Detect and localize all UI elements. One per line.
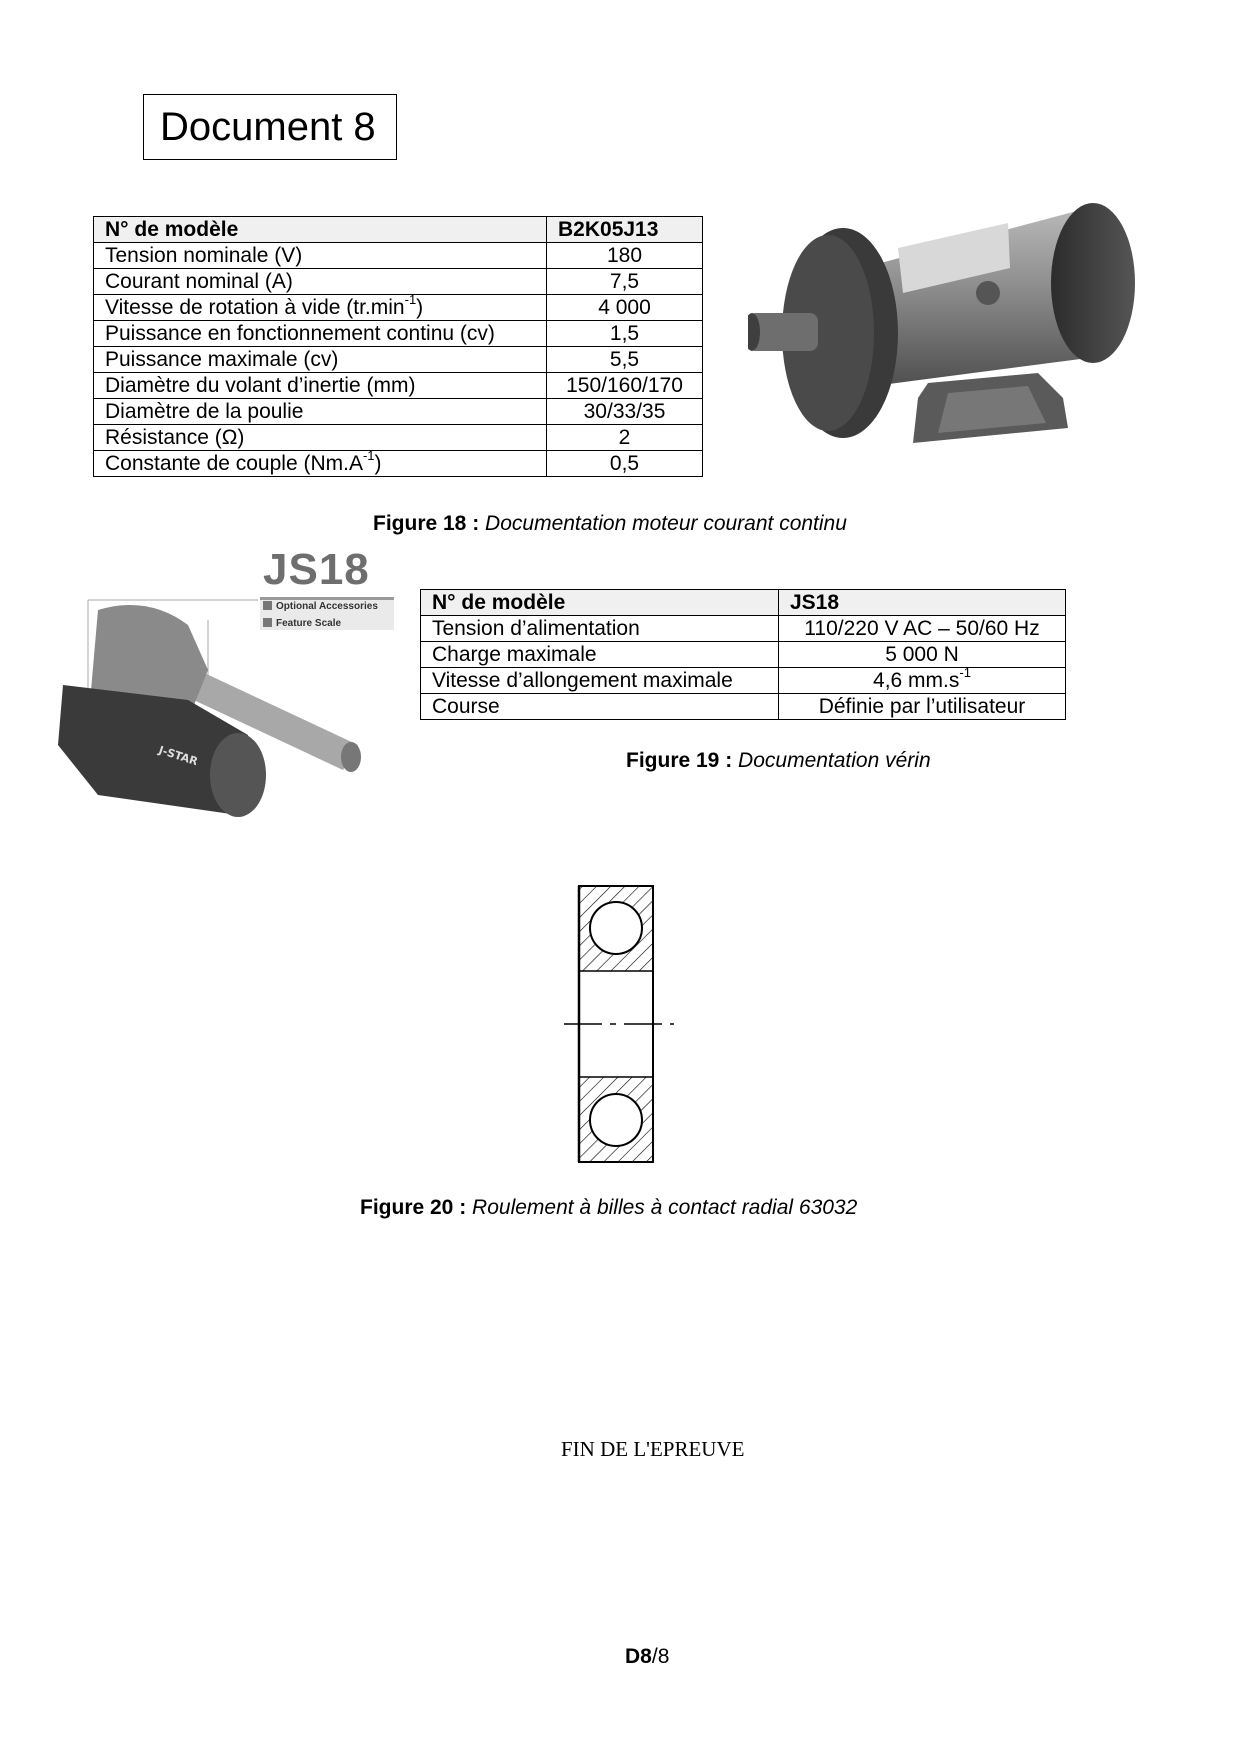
motor-port [976, 281, 1000, 305]
table-row [94, 347, 703, 373]
row-value: 30/33/35 [547, 399, 703, 425]
end-text: FIN DE L'EPREUVE [561, 1437, 745, 1461]
table-row [421, 642, 1066, 668]
row-value: 4 000 [547, 295, 703, 321]
row-value: 1,5 [547, 321, 703, 347]
figure18-caption: Figure 18 : Documentation moteur courant continu [373, 512, 847, 535]
table-row [421, 616, 1066, 642]
figure19-caption: Figure 19 : Documentation vérin [626, 749, 931, 772]
row-value: 0,5 [547, 451, 703, 477]
row-label: Tension d’alimentation [421, 616, 779, 642]
bearing-ball [590, 902, 642, 954]
table-row [94, 373, 703, 399]
dc-motor-image [748, 188, 1158, 488]
row-label: Diamètre du volant d’inertie (mm) [94, 373, 547, 399]
table-row [94, 321, 703, 347]
actuator-brand: J-STAR [157, 743, 200, 769]
table-row [94, 425, 703, 451]
row-value: 150/160/170 [547, 373, 703, 399]
actuator-image [58, 545, 398, 820]
row-label: Diamètre de la poulie [94, 399, 547, 425]
actuator-drawing [58, 595, 403, 820]
row-value: 2 [547, 425, 703, 451]
table-row [421, 590, 1066, 616]
document-title: Document 8 [143, 94, 397, 160]
row-value: 110/220 V AC – 50/60 Hz [779, 616, 1066, 642]
figure20-caption: Figure 20 : Roulement à billes à contact radial 63032 [360, 1196, 858, 1219]
actuator-title: JS18 [263, 545, 370, 594]
row-value: 5,5 [547, 347, 703, 373]
row-value: 7,5 [547, 269, 703, 295]
row-value: 180 [547, 243, 703, 269]
row-value: 5 000 N [779, 642, 1066, 668]
table-header-label: N° de modèle [421, 590, 779, 616]
row-label: Vitesse de rotation à vide $(tr.\min^{-1})$ [94, 295, 547, 321]
table-header-value: B2K05J13 [547, 217, 703, 243]
row-value: Définie par l’utilisateur [779, 694, 1066, 720]
table-row [94, 399, 703, 425]
legend-item: Optional Accessories [263, 601, 378, 612]
row-label: Charge maximale [421, 642, 779, 668]
table-header-label: N° de modèle [94, 217, 547, 243]
table-header-value: JS18 [779, 590, 1066, 616]
row-label: Puissance en fonctionnement continu (cv) [94, 321, 547, 347]
table-row [94, 451, 703, 477]
row-label: Tension nominale (V) [94, 243, 547, 269]
table-row [421, 694, 1066, 720]
bearing-ball [590, 1094, 642, 1146]
row-label: Vitesse d’allongement maximale [421, 668, 779, 694]
row-label: Courant nominal (A) [94, 269, 547, 295]
row-label: Résistance (Ω) [94, 425, 547, 451]
motor-spec-table [93, 216, 703, 477]
row-label: Puissance maximale (cv) [94, 347, 547, 373]
table-row [94, 269, 703, 295]
actuator-spec-table [420, 589, 1066, 720]
page-number: D8/8 [625, 1645, 670, 1668]
table-row [421, 668, 1066, 694]
legend-item: Feature Scale [263, 618, 341, 629]
motor-rear-cap [1051, 203, 1135, 363]
row-value: 4,6 $mm.s^{-1}$ [779, 668, 1066, 694]
row-label: Course [421, 694, 779, 720]
table-row [94, 243, 703, 269]
table-row [94, 217, 703, 243]
row-label: Constante de couple $(Nm.A^{-1})$ [94, 451, 547, 477]
table-row [94, 295, 703, 321]
ball-bearing-drawing [560, 880, 680, 1170]
